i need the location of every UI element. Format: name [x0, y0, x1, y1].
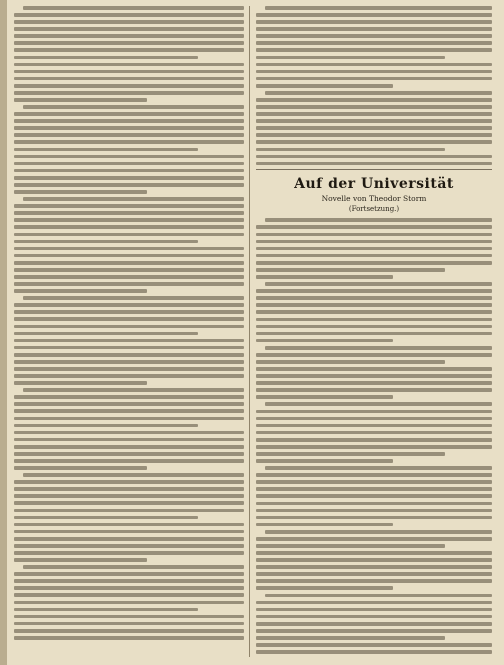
column-divider — [249, 6, 250, 657]
text-line — [256, 133, 492, 137]
text-line — [14, 629, 244, 633]
text-line — [14, 204, 244, 208]
text-line — [256, 254, 492, 258]
text-line — [256, 296, 492, 300]
text-line — [14, 27, 244, 31]
text-line — [256, 261, 492, 265]
text-line — [23, 388, 244, 392]
text-line — [14, 523, 244, 527]
text-line — [23, 197, 244, 201]
text-line — [256, 105, 492, 109]
text-line — [256, 310, 492, 314]
text-line — [265, 594, 492, 598]
text-line — [256, 558, 492, 562]
text-line — [256, 516, 492, 520]
text-line — [256, 367, 492, 371]
text-line — [14, 544, 244, 548]
text-line — [256, 473, 492, 477]
text-line — [14, 593, 244, 597]
text-line — [256, 579, 492, 583]
right-column-text-top — [256, 6, 492, 165]
text-line — [14, 622, 244, 626]
text-line — [23, 6, 244, 10]
text-line — [256, 275, 393, 279]
text-line — [14, 183, 244, 187]
text-line — [14, 169, 244, 173]
text-line — [14, 608, 198, 612]
text-line — [256, 509, 492, 513]
text-line — [265, 282, 492, 286]
text-line — [14, 381, 147, 385]
text-line — [14, 424, 198, 428]
text-line — [256, 20, 492, 24]
text-line — [14, 176, 244, 180]
text-line — [256, 622, 492, 626]
text-line — [256, 27, 492, 31]
text-line — [265, 6, 492, 10]
text-line — [256, 155, 492, 159]
text-line — [256, 162, 492, 166]
text-line — [14, 353, 244, 357]
right-column — [256, 6, 492, 657]
text-line — [256, 537, 492, 541]
text-line — [23, 565, 244, 569]
text-line — [14, 480, 244, 484]
continued-note: (Fortsetzung.) — [348, 205, 400, 214]
text-line — [14, 211, 244, 215]
text-line — [14, 155, 244, 159]
text-line — [14, 452, 244, 456]
text-line — [14, 317, 244, 321]
text-line — [256, 494, 492, 498]
text-line — [14, 275, 244, 279]
text-line — [14, 63, 244, 67]
text-line — [14, 409, 244, 413]
text-line — [256, 395, 393, 399]
text-line — [14, 360, 244, 364]
text-line — [256, 650, 492, 654]
text-line — [14, 112, 244, 116]
text-line — [14, 572, 244, 576]
text-line — [256, 240, 492, 244]
text-line — [256, 445, 492, 449]
text-line — [256, 410, 492, 414]
text-line — [14, 41, 244, 45]
text-line — [14, 431, 244, 435]
text-line — [256, 98, 492, 102]
text-line — [14, 509, 244, 513]
text-line — [256, 84, 393, 88]
text-line — [256, 601, 492, 605]
text-line — [14, 48, 244, 52]
text-line — [256, 56, 445, 60]
text-line — [14, 516, 198, 520]
text-line — [14, 346, 244, 350]
text-line — [256, 615, 492, 619]
text-line — [14, 282, 244, 286]
text-line — [256, 77, 492, 81]
text-line — [256, 381, 492, 385]
text-line — [256, 424, 492, 428]
text-line — [14, 636, 244, 640]
text-line — [23, 296, 244, 300]
text-line — [265, 91, 492, 95]
text-line — [14, 417, 244, 421]
text-line — [256, 551, 492, 555]
text-line — [14, 558, 147, 562]
text-line — [14, 601, 244, 605]
text-line — [14, 13, 244, 17]
text-line — [14, 218, 244, 222]
text-line — [14, 339, 244, 343]
text-line — [14, 367, 244, 371]
text-line — [14, 530, 244, 534]
text-line — [14, 438, 244, 442]
text-line — [256, 572, 492, 576]
text-line — [256, 303, 492, 307]
text-line — [265, 346, 492, 350]
text-line — [14, 91, 244, 95]
text-line — [14, 615, 244, 619]
text-line — [14, 487, 244, 491]
section-rule — [256, 169, 492, 170]
left-column — [14, 6, 244, 657]
text-line — [256, 148, 445, 152]
text-line — [256, 353, 492, 357]
text-line — [14, 494, 244, 498]
text-line — [256, 63, 492, 67]
text-line — [14, 261, 244, 265]
text-line — [14, 445, 244, 449]
text-line — [256, 374, 492, 378]
text-line — [256, 41, 492, 45]
text-line — [14, 126, 244, 130]
text-line — [256, 247, 492, 251]
text-line — [14, 551, 244, 555]
text-line — [256, 112, 492, 116]
text-line — [256, 608, 492, 612]
text-line — [256, 417, 492, 421]
text-line — [14, 240, 198, 244]
text-line — [14, 310, 244, 314]
text-line — [256, 480, 492, 484]
text-line — [256, 289, 492, 293]
text-line — [14, 148, 198, 152]
text-line — [256, 339, 393, 343]
text-line — [265, 402, 492, 406]
text-line — [14, 20, 244, 24]
text-line — [14, 395, 244, 399]
text-line — [14, 140, 244, 144]
text-line — [256, 268, 445, 272]
text-line — [256, 643, 492, 647]
text-line — [256, 318, 492, 322]
text-line — [14, 133, 244, 137]
text-line — [14, 332, 198, 336]
text-line — [256, 452, 445, 456]
text-line — [256, 544, 445, 548]
text-line — [14, 501, 244, 505]
text-line — [14, 374, 244, 378]
text-line — [256, 487, 492, 491]
right-column-text-story — [256, 218, 492, 653]
text-line — [256, 126, 492, 130]
text-line — [265, 218, 492, 222]
text-line — [14, 325, 244, 329]
text-line — [14, 268, 244, 272]
text-line — [14, 459, 244, 463]
text-line — [256, 13, 492, 17]
text-line — [256, 360, 445, 364]
text-line — [14, 56, 198, 60]
text-line — [14, 402, 244, 406]
text-line — [256, 523, 393, 527]
text-line — [256, 565, 492, 569]
text-line — [14, 579, 244, 583]
text-line — [23, 105, 244, 109]
text-line — [256, 34, 492, 38]
text-line — [256, 119, 492, 123]
text-line — [14, 119, 244, 123]
text-line — [256, 438, 492, 442]
text-line — [14, 98, 147, 102]
text-line — [256, 629, 492, 633]
page-edge — [0, 0, 7, 665]
text-line — [14, 34, 244, 38]
text-line — [14, 289, 147, 293]
text-line — [14, 225, 244, 229]
text-line — [14, 466, 147, 470]
text-line — [256, 459, 393, 463]
text-line — [14, 162, 244, 166]
text-line — [256, 431, 492, 435]
text-line — [14, 537, 244, 541]
text-line — [14, 254, 244, 258]
left-column-text — [14, 6, 244, 640]
text-line — [23, 473, 244, 477]
text-line — [256, 388, 492, 392]
text-line — [256, 636, 445, 640]
text-line — [14, 70, 244, 74]
story-byline: Novelle von Theodor Storm — [321, 194, 427, 204]
text-line — [256, 502, 492, 506]
text-line — [14, 190, 147, 194]
text-line — [256, 225, 492, 229]
text-line — [14, 77, 244, 81]
text-line — [265, 530, 492, 534]
story-headline: Auf der Universität — [294, 176, 454, 193]
text-line — [256, 586, 393, 590]
text-line — [256, 140, 492, 144]
text-line — [256, 325, 492, 329]
text-line — [256, 233, 492, 237]
text-line — [14, 247, 244, 251]
text-line — [265, 466, 492, 470]
text-line — [256, 332, 492, 336]
text-line — [14, 303, 244, 307]
text-line — [14, 84, 244, 88]
text-line — [256, 48, 492, 52]
text-line — [256, 70, 492, 74]
text-line — [14, 233, 244, 237]
text-line — [14, 586, 244, 590]
